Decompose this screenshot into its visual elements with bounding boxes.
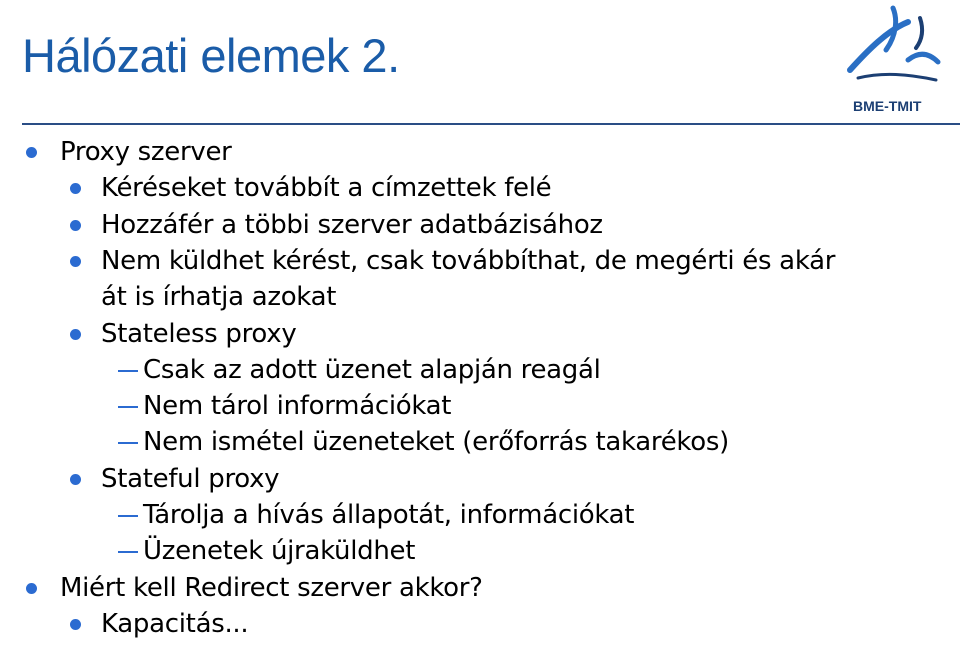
list-item-text: Kéréseket továbbít a címzettek felé <box>101 173 552 204</box>
list-item-text: Nem ismétel üzeneteket (erőforrás takarékos) <box>143 427 729 458</box>
bullet-dot-icon <box>70 329 81 340</box>
list-item-text: Csak az adott üzenet alapján reagál <box>143 354 601 385</box>
bullet-dash-icon <box>118 551 138 553</box>
brand-label: BME-TMIT <box>853 98 922 114</box>
list-item-text: Nem küldhet kérést, csak továbbíthat, de megérti és akár <box>101 245 836 276</box>
bullet-dot-icon <box>70 619 81 630</box>
list-item-text: Hozzáfér a többi szerver adatbázisához <box>101 209 603 240</box>
bme-tmit-logo <box>838 0 948 84</box>
list-item-text: Stateful proxy <box>101 463 280 494</box>
bullet-dot-icon <box>70 256 81 267</box>
bullet-dot-icon <box>70 474 81 485</box>
list-item-text: Kapacitás... <box>101 608 249 639</box>
bullet-dash-icon <box>118 370 138 372</box>
bullet-dash-icon <box>118 515 138 517</box>
bullet-dot-icon <box>70 183 81 194</box>
bullet-dot-icon <box>26 147 37 158</box>
list-item-text: Üzenetek újraküldhet <box>143 536 416 567</box>
bullet-dash-icon <box>118 406 138 408</box>
header-divider <box>22 123 960 125</box>
list-item-text: Tárolja a hívás állapotát, információkat <box>143 500 635 530</box>
slide-title: Hálózati elemek 2. <box>22 29 400 82</box>
bullet-dot-icon <box>70 220 81 231</box>
list-item-text: Nem tárol információkat <box>143 391 452 422</box>
list-item-text: Miért kell Redirect szerver akkor? <box>60 572 483 603</box>
list-item-text: át is írhatja azokat <box>101 282 337 313</box>
bullet-dash-icon <box>118 442 138 444</box>
list-item-text: Proxy szerver <box>60 137 232 167</box>
bullet-dot-icon <box>26 583 37 594</box>
list-item-text: Stateless proxy <box>101 318 297 349</box>
